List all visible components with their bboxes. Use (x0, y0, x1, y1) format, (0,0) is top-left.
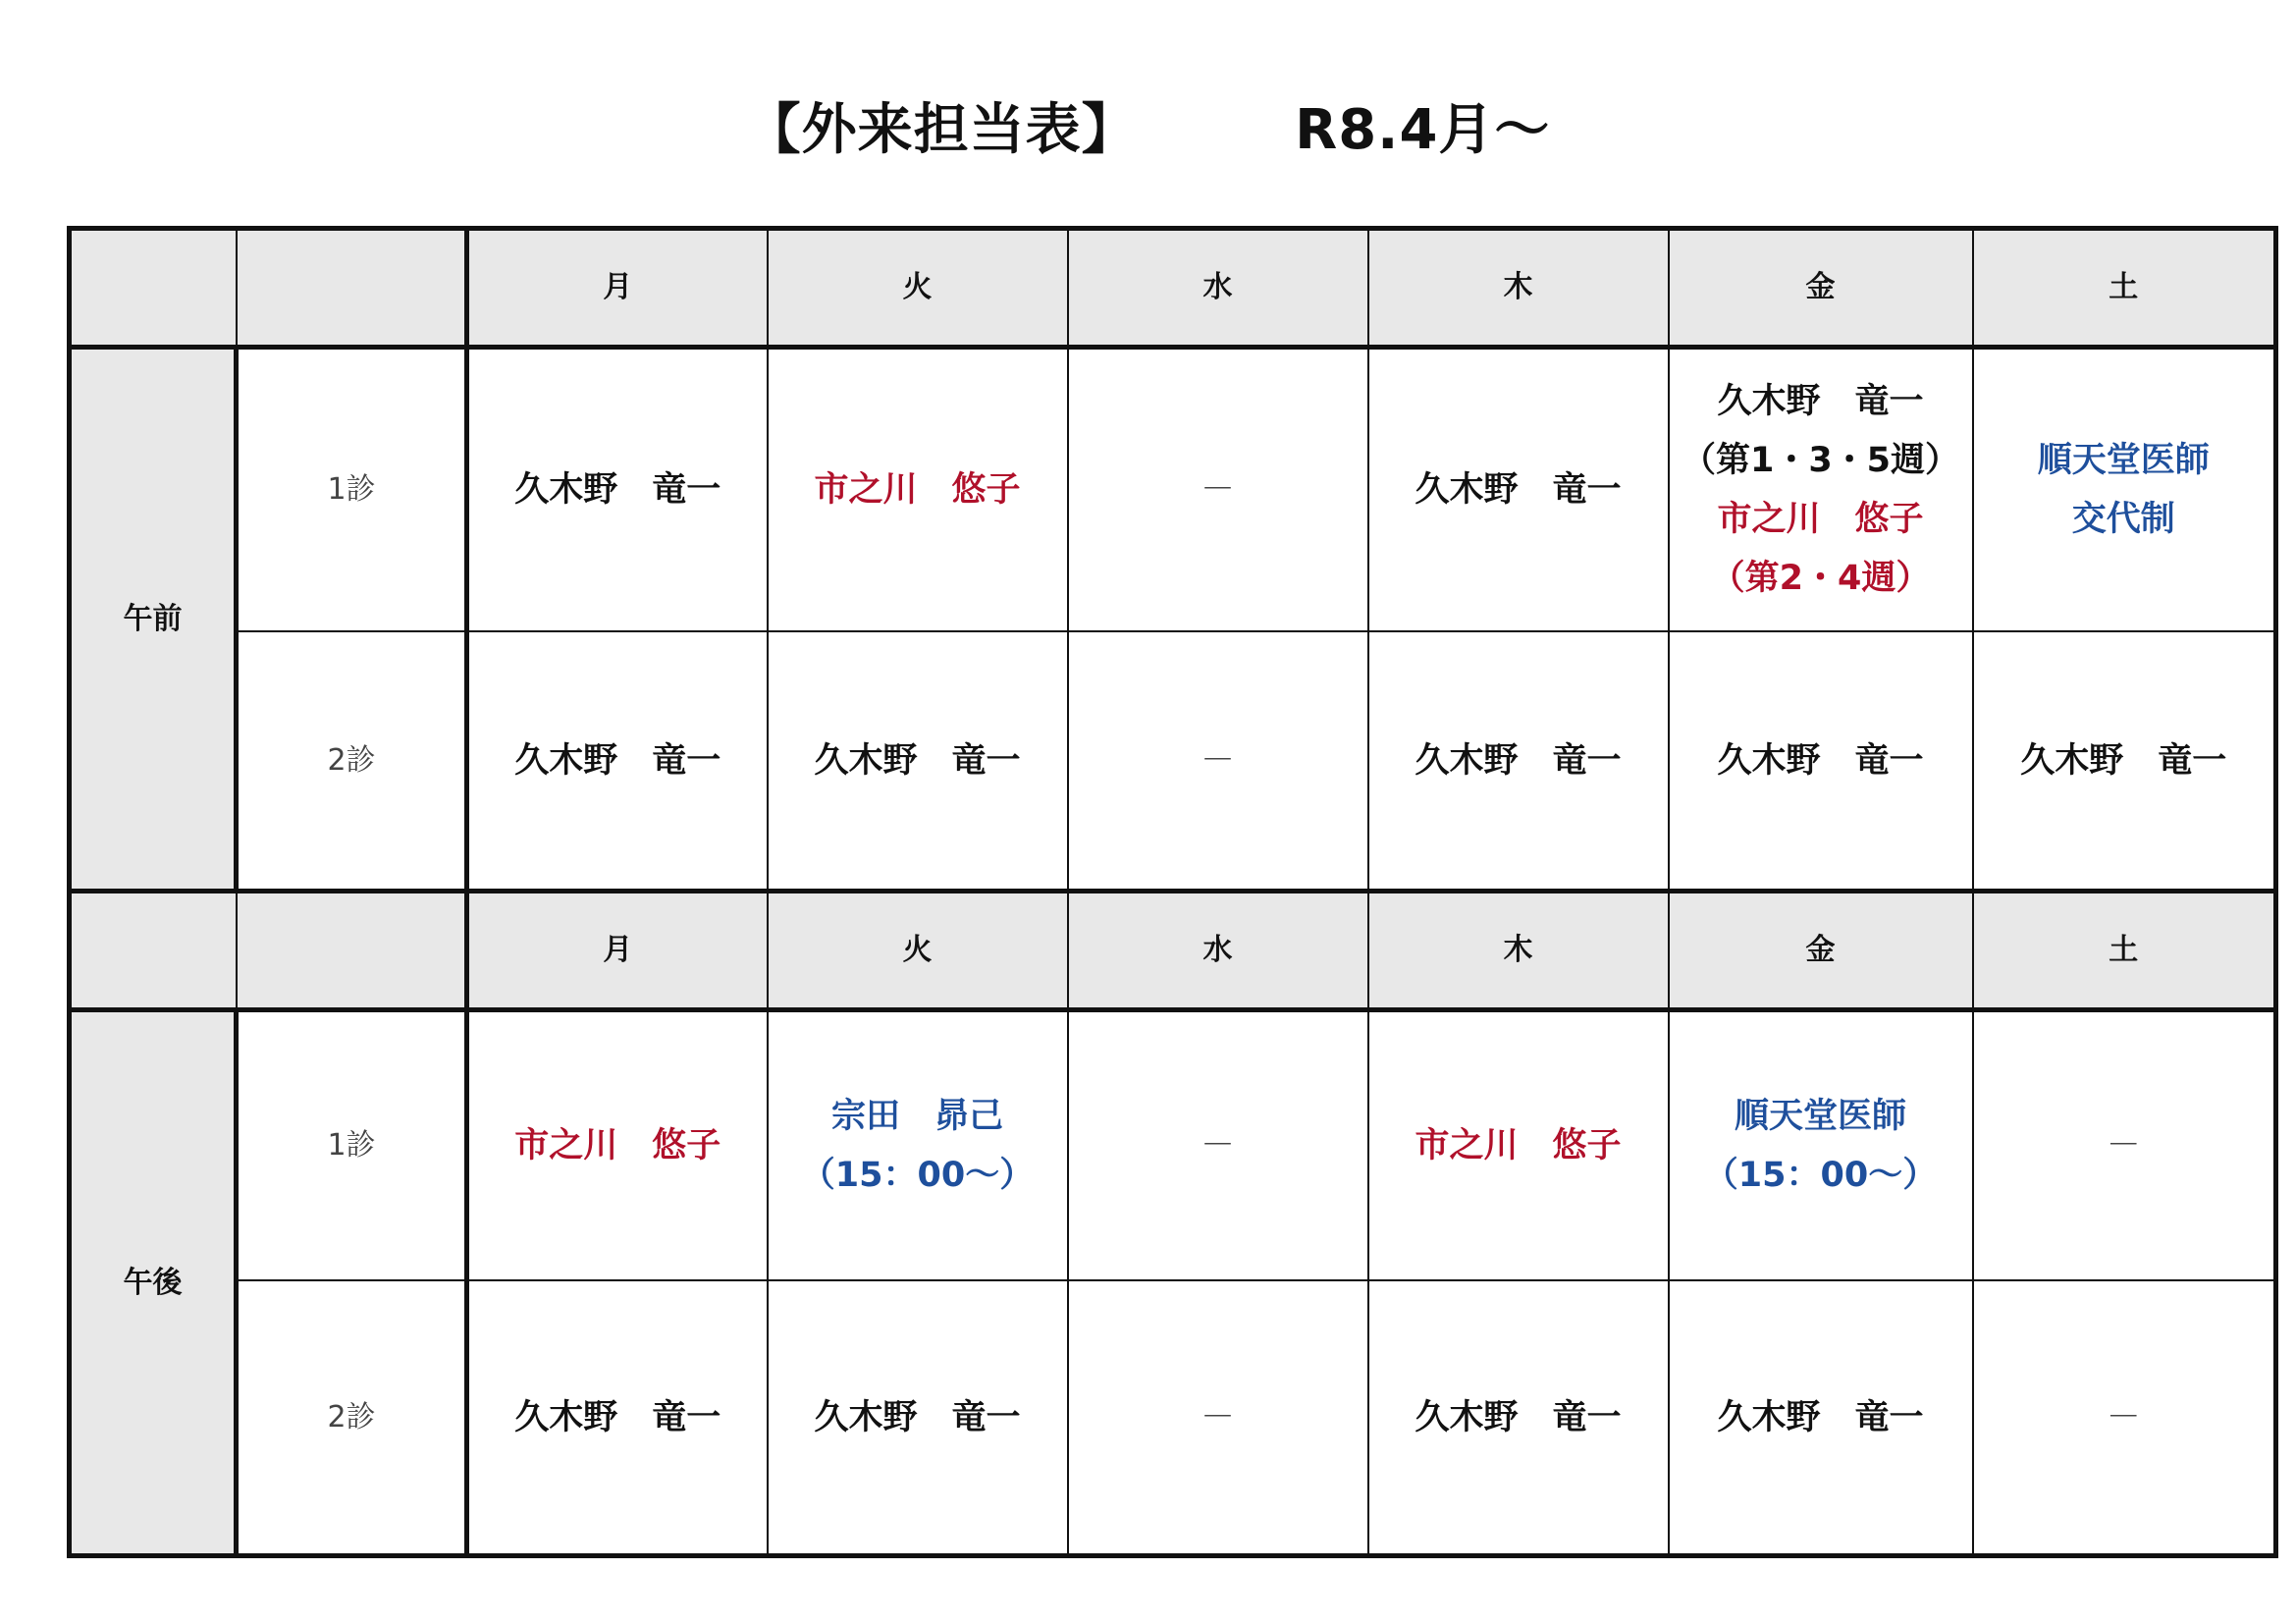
schedule-cell-pm1-wed: － (1068, 1010, 1368, 1281)
schedule-cell-am1-tue: 市之川 悠子 (768, 348, 1068, 632)
period-label-afternoon: 午後 (70, 1010, 237, 1556)
fri-weeks-2: （第2・4週） (1710, 559, 1931, 598)
schedule-cell-am1-thu: 久木野 竜一 (1368, 348, 1669, 632)
day-header-fri: 金 (1669, 229, 1973, 348)
slot-label: 1診 (237, 1010, 467, 1281)
schedule-cell-pm2-wed: － (1068, 1280, 1368, 1556)
schedule-cell-am2-sat: 久木野 竜一 (1973, 631, 2276, 892)
day-header-wed: 水 (1068, 229, 1368, 348)
period-label-morning: 午前 (70, 348, 237, 892)
outpatient-schedule-table (67, 226, 2278, 1558)
header-slot-cell (237, 229, 467, 348)
afternoon-header-row (70, 892, 2276, 1010)
day-header-sat: 土 (1973, 229, 2276, 348)
slot-label: 1診 (237, 348, 467, 632)
schedule-cell-am2-mon: 久木野 竜一 (467, 631, 768, 892)
schedule-cell-am2-fri: 久木野 竜一 (1669, 631, 1973, 892)
fri-doctor: 順天堂医師 (1734, 1097, 1906, 1136)
schedule-cell-pm2-tue: 久木野 竜一 (768, 1280, 1068, 1556)
schedule-cell-am1-sat (1973, 348, 2276, 632)
day-header-sat: 土 (1973, 892, 2276, 1010)
page-title (0, 86, 2296, 165)
title-main: 【外来担当表】 (745, 98, 1138, 162)
schedule-cell-pm1-thu: 市之川 悠子 (1368, 1010, 1669, 1281)
header-slot-cell (237, 892, 467, 1010)
schedule-cell-pm1-fri (1669, 1010, 1973, 1281)
morning-slot1-row (70, 348, 2276, 632)
afternoon-slot2-row (70, 1280, 2276, 1556)
schedule-cell-pm2-fri: 久木野 竜一 (1669, 1280, 1973, 1556)
day-header-wed: 水 (1068, 892, 1368, 1010)
morning-slot2-row (70, 631, 2276, 892)
title-period: R8.4月～ (1295, 98, 1551, 162)
header-corner-cell (70, 229, 237, 348)
schedule-cell-pm2-mon: 久木野 竜一 (467, 1280, 768, 1556)
sat-doctor: 順天堂医師 (2037, 441, 2210, 480)
slot-label: 2診 (237, 631, 467, 892)
schedule-cell-am2-tue: 久木野 竜一 (768, 631, 1068, 892)
schedule-cell-pm1-sat: － (1973, 1010, 2276, 1281)
fri-doctor-1: 久木野 竜一 (1717, 382, 1924, 421)
day-header-fri: 金 (1669, 892, 1973, 1010)
schedule-cell-pm1-mon: 市之川 悠子 (467, 1010, 768, 1281)
schedule-cell-am2-wed: － (1068, 631, 1368, 892)
tue-doctor: 宗田 昴己 (830, 1097, 1003, 1136)
morning-header-row (70, 229, 2276, 348)
fri-doctor-2: 市之川 悠子 (1717, 500, 1924, 539)
day-header-mon: 月 (467, 892, 768, 1010)
tue-time: （15：00～） (800, 1156, 1035, 1195)
schedule-cell-am2-thu: 久木野 竜一 (1368, 631, 1669, 892)
afternoon-slot1-row (70, 1010, 2276, 1281)
day-header-thu: 木 (1368, 229, 1669, 348)
schedule-cell-pm2-thu: 久木野 竜一 (1368, 1280, 1669, 1556)
day-header-tue: 火 (768, 892, 1068, 1010)
header-corner-cell (70, 892, 237, 1010)
schedule-cell-am1-wed: － (1068, 348, 1368, 632)
schedule-cell-am1-fri (1669, 348, 1973, 632)
schedule-cell-am1-mon: 久木野 竜一 (467, 348, 768, 632)
day-header-thu: 木 (1368, 892, 1669, 1010)
day-header-tue: 火 (768, 229, 1068, 348)
fri-time: （15：00～） (1703, 1156, 1938, 1195)
sat-note: 交代制 (2071, 500, 2175, 539)
fri-weeks-1: （第1・3・5週） (1681, 441, 1960, 480)
schedule-cell-pm1-tue (768, 1010, 1068, 1281)
schedule-cell-pm2-sat: － (1973, 1280, 2276, 1556)
slot-label: 2診 (237, 1280, 467, 1556)
day-header-mon: 月 (467, 229, 768, 348)
